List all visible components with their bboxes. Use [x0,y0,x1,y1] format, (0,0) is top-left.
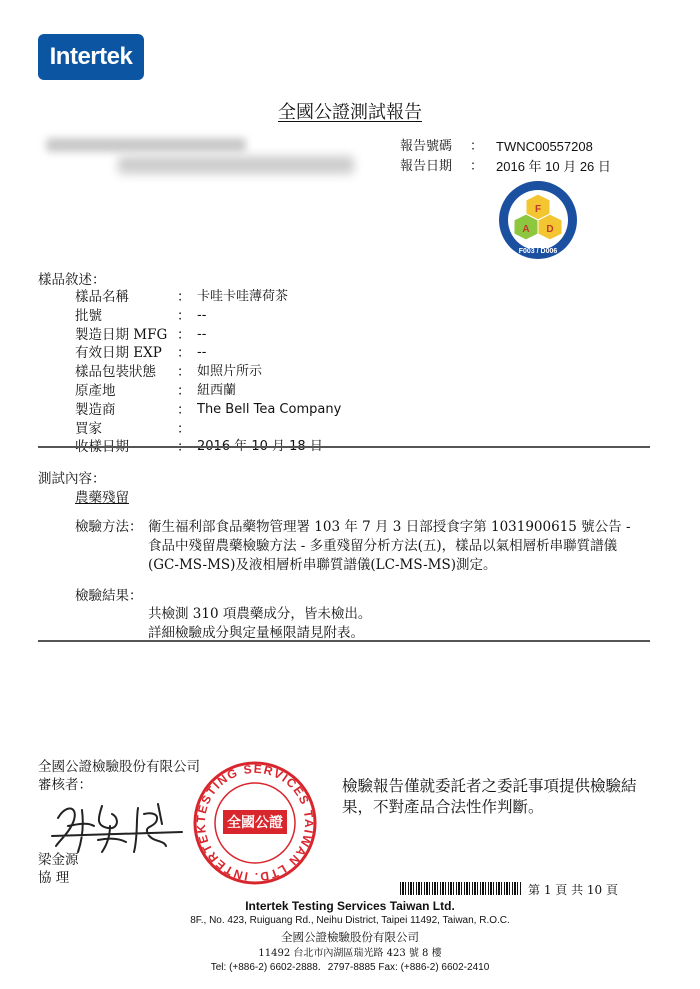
footer-address-en: 8F., No. 423, Ruiguang Rd., Neihu District, Taipei 11492, Taiwan, R.O.C. [190,915,510,926]
field-value: -- [197,345,207,361]
signer-name: 梁金源 [38,852,79,868]
colon: ： [470,159,484,174]
method-label: 檢驗方法： [75,519,143,535]
report-title: 全國公證測試報告 [278,102,422,123]
colon: ： [177,289,191,305]
sample-row [75,326,341,345]
test-item: 農藥殘留 [75,490,129,506]
field-label: 批號 [75,307,102,324]
footer-company-zh: 全國公證檢驗股份有限公司 [281,930,419,944]
signer-position: 協 理 [38,870,70,886]
handwritten-signature [48,796,188,856]
field-label: 收樣日期 [75,439,129,456]
field-value: 2016 年 10 月 18 日 [197,439,323,455]
page-counter: 第 1 頁 共 10 頁 [528,883,618,897]
report-date-value: 2016 年 10 月 26 日 [496,159,611,174]
footer-phone: Tel: (+886-2) 6602-2888．2797-8885 Fax: (+886-2) 6602-2410 [210,962,490,973]
seal-letter-a: A [522,224,530,235]
barcode [400,882,522,895]
company-stamp [190,758,320,888]
seal-letter-f: F [534,204,542,215]
result-line-1: 共檢測 310 項農藥成分，皆未檢出。 [148,606,372,622]
redacted-client-address [118,156,354,174]
seal-code: F003 / D006 [518,248,558,255]
method-text: 衛生福利部食品藥物管理署 103 年 7 月 3 日部授食字第 1031900615 號公告 - 食品中殘留農藥檢驗方法 - 多重殘留分析方法(五)，樣品以氣相層析串聯質譜儀(GC-MS-MS)及液相層析串聯質譜儀(LC-MS-MS)測定。 [148,519,631,573]
colon: ： [177,420,191,437]
field-label: 樣品包裝狀態 [75,364,156,381]
test-method [75,518,665,575]
field-label: 原產地 [75,382,116,399]
field-value: The Bell Tea Company [197,401,342,417]
footer-address-zh: 11492 台北市內湖區瑞光路 423 號 8 樓 [258,948,442,959]
field-value: -- [197,326,207,342]
accreditation-seal-icon [498,180,578,260]
disclaimer: 檢驗報告僅就委託者之委託事項提供檢驗結果，不對產品合法性作判斷。 [342,777,637,816]
field-value: -- [197,307,207,323]
sample-row [75,420,341,439]
sample-row [75,344,341,363]
field-label: 製造日期 MFG [75,326,168,343]
report-no-label: 報告號碼 [400,139,453,154]
colon: ： [177,364,191,381]
report-no-value: TWNC00557208 [496,139,593,154]
field-label: 有效日期 EXP [75,345,162,362]
field-value: 紐西蘭 [197,382,237,398]
colon: ： [177,382,191,399]
colon: ： [177,439,191,456]
intertek-logo: Intertek [38,34,144,80]
field-label: 樣品名稱 [75,289,129,305]
sample-row [75,401,341,420]
stamp-ring-text: TESTING SERVICES TAIWAN LTD. INTERTEK [193,761,317,885]
sample-row [75,382,341,401]
reviewer-label: 審核者： [38,777,92,793]
section-divider [38,446,650,448]
result-label: 檢驗結果： [75,588,143,604]
colon: ： [177,326,191,343]
sample-row [75,363,341,382]
field-value: 卡哇卡哇薄荷茶 [197,289,289,304]
field-value: 如照片所示 [197,364,263,380]
colon: ： [177,345,191,362]
colon: ： [470,139,484,154]
seal-letter-d: D [546,224,554,235]
report-date-label: 報告日期 [400,159,453,174]
stamp-center-text: 全國公證 [227,815,283,831]
field-label: 製造商 [75,401,116,418]
field-label: 買家 [75,420,102,437]
sample-row [75,288,341,307]
colon: ： [177,307,191,324]
signoff-company: 全國公證檢驗股份有限公司 [38,759,200,775]
sample-row [75,307,341,326]
sample-table [75,288,341,457]
footer-company-en: Intertek Testing Services Taiwan Ltd. [245,899,455,913]
redacted-client-name [46,138,246,152]
colon: ： [177,401,191,418]
report-meta [400,137,611,177]
test-heading: 測試內容： [38,471,106,487]
result-line-2: 詳細檢驗成分與定量極限請見附表。 [148,625,364,641]
sample-heading: 樣品敘述： [38,272,106,288]
section-divider [38,640,650,642]
